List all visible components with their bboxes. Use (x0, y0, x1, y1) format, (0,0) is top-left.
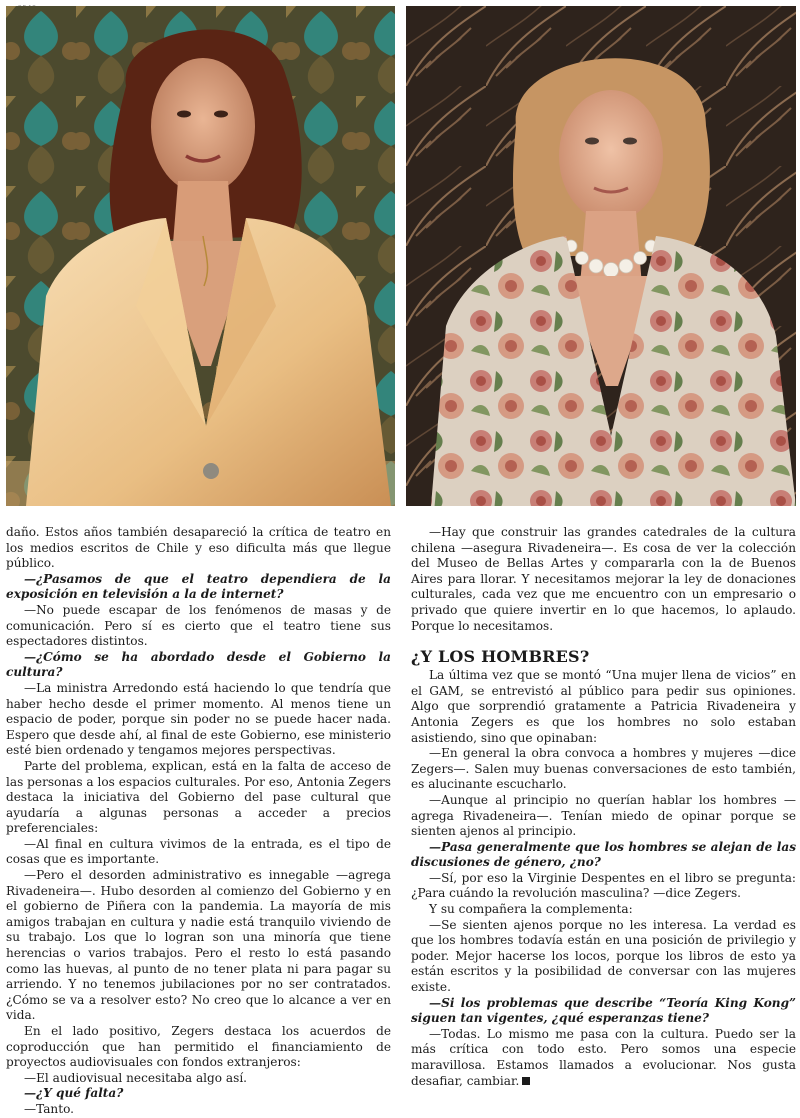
paragraph: —Tanto. (24, 1101, 74, 1116)
paragraph: —No puede escapar de los fenómenos de masas y de comunicación. Pero sí es cierto que el teatro tiene sus espectadores distintos. (6, 602, 391, 649)
interview-question: —¿Cómo se ha abordado desde el Gobierno la cultura? (6, 649, 391, 680)
paragraph: La última vez que se montó “Una mujer llena de vicios” en el GAM, se entrevistó al público para pedir sus opiniones. Algo que sorprendió gratamente a Patricia Rivadeneira y Antonia Zegers es que los hombres no solo estaban asistiendo, sino que opinaban: (411, 668, 796, 745)
paragraph: Y su compañera la complementa: (429, 902, 633, 917)
paragraph: —Pero el desorden administrativo es innegable —agrega Rivadeneira—. Hubo desorden al comienzo del Gobierno y en el gobierno de Piñera con la pandemia. La mayoría de mis amigos trabajan en cultura y nadie está tranquilo viviendo de su trabajo. Los que lo logran son una minoría que tiene herencias o varios trabajos. Pero el resto lo está pasando como las huevas, al punto de no tener plata ni para pagar su arriendo. Y no tenemos jubilaciones por no ser contratados. ¿Cómo se va a resolver esto? No creo que lo alcance a ver en vida. (6, 868, 391, 1023)
paragraph: —Al final en cultura vivimos de la entrada, es el tipo de cosas que es importante. (6, 836, 391, 867)
portrait-photo-left (6, 6, 395, 506)
article-column-left (6, 525, 391, 1118)
paragraph: —La ministra Arredondo está haciendo lo que tendría que haber hecho desde el primer momento. Al menos tiene un espacio de poder, porque sin poder no se puede hacer nada. Espero que desde ahí, al final de este Gobierno, ese ministerio esté bien ordenado y tengamos mejores perspectivas. (6, 680, 391, 758)
interview-question: —¿Y qué falta? (24, 1086, 124, 1101)
section-heading: ¿Y LOS HOMBRES? (411, 647, 590, 667)
paragraph: daño. Estos años también desapareció la crítica de teatro en los medios escritos de Chile y eso dificulta más que llegue público. (6, 525, 391, 571)
paragraph: —Hay que construir las grandes catedrales de la cultura chilena —asegura Rivadeneira—. Es cosa de ver la colección del Museo de Bellas Artes y compararla con la de Buenos Aires para llorar. Y necesitamos mejorar la ley de donaciones culturales, cada vez que me encuentro con un empresario o privado que quiere invertir en lo que hacemos, lo aplaudo. Porque lo necesitamos. (411, 525, 796, 633)
paragraph: Parte del problema, explican, está en la falta de acceso de las personas a los espacios culturales. Por eso, Antonia Zegers destaca la iniciativa del Gobierno del pase cultural que ayudaría a algunas personas a acceder a precios preferenciales: (6, 758, 391, 836)
interview-question: —Si los problemas que describe “Teoría King Kong” siguen tan vigentes, ¿qué esperanzas tiene? (411, 995, 796, 1026)
paragraph: —Sí, por eso la Virginie Despentes en el libro se pregunta: ¿Para cuándo la revolución masculina? —dice Zegers. (411, 870, 796, 901)
paragraph-final-text: —Todas. Lo mismo me pasa con la cultura. Puedo ser la más crítica con todo esto. Pero somos una especie maravillosa. Estamos llamados a evolucionar. Nos gusta desafiar, cambiar. (411, 1026, 796, 1088)
paragraph: —Aunque al principio no querían hablar los hombres —agrega Rivadeneira—. Tenían miedo de opinar porque se sienten ajenos al principio. (411, 792, 796, 839)
end-mark-icon (522, 1077, 530, 1085)
portrait-photo-right (406, 6, 796, 506)
paragraph: —El audiovisual necesitaba algo así. (24, 1070, 248, 1085)
paragraph: —Se sienten ajenos porque no les interesa. La verdad es que los hombres todavía están en una posición de privilegio y poder. Mejor hacerse los locos, porque los libros de esto ya están escritos y la posibilidad de conversar con las mujeres existe. (411, 917, 796, 995)
interview-question: —¿Pasamos de que el teatro dependiera de la exposición en televisión a la de internet? (6, 571, 391, 602)
paragraph: —En general la obra convoca a hombres y mujeres —dice Zegers—. Salen muy buenas conversaciones de esto también, es alucinante escucharlo. (411, 746, 796, 792)
paragraph-final (411, 1027, 796, 1089)
paragraph: En el lado positivo, Zegers destaca los acuerdos de coproducción que han permitido el financiamiento de proyectos audiovisuales con fondos extranjeros: (6, 1024, 391, 1070)
interview-question: —Pasa generalmente que los hombres se alejan de las discusiones de género, ¿no? (411, 839, 796, 870)
article-column-right (411, 525, 796, 1089)
